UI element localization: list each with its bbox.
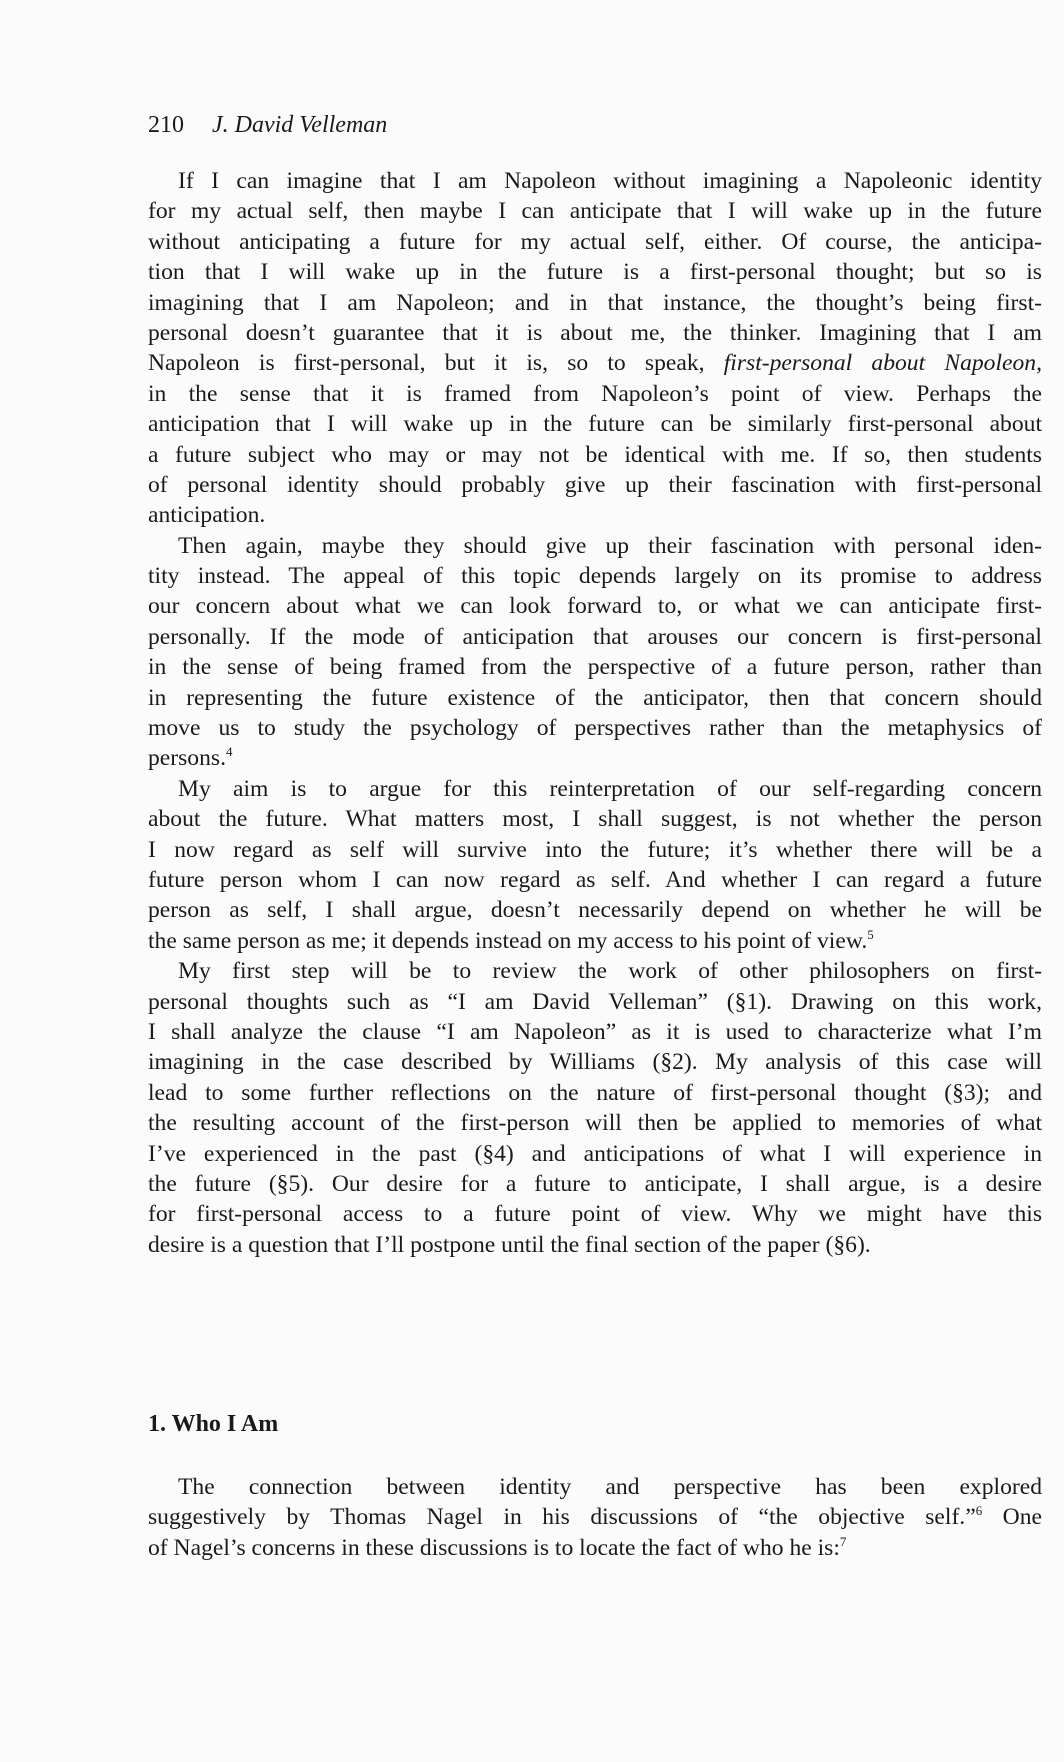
footnote-marker[interactable]: 5 bbox=[867, 926, 874, 942]
text-line: My first step will be to review the work of other philosophers on first- bbox=[178, 958, 1042, 985]
text-line: move us to study the psychology of perspectives rather than the metaphysics of bbox=[148, 715, 1042, 742]
paragraph-3 bbox=[148, 774, 1042, 956]
text-line bbox=[148, 1533, 1042, 1563]
text-line: in the sense of being framed from the perspective of a future person, rather than bbox=[148, 654, 1042, 681]
text-line bbox=[148, 348, 1042, 378]
text-line: I shall analyze the clause “I am Napoleon” as it is used to characterize what I’m bbox=[148, 1018, 1042, 1045]
text-line: our concern about what we can look forward to, or what we can anticipate first- bbox=[148, 593, 1042, 620]
text-line: The connection between identity and perspective has been explored bbox=[178, 1474, 1042, 1500]
text-line: for my actual self, then maybe I can anticipate that I will wake up in the future bbox=[148, 198, 1042, 225]
page-header bbox=[148, 110, 387, 140]
text-line: personally. If the mode of anticipation that arouses our concern is first-personal bbox=[148, 623, 1042, 650]
text-line: anticipation that I will wake up in the future can be similarly first-personal about bbox=[148, 411, 1042, 438]
paragraph-4 bbox=[148, 956, 1042, 1260]
text-line: in representing the future existence of the anticipator, then that concern should bbox=[148, 684, 1042, 711]
text-line: for first-personal access to a future point of view. Why we might have this bbox=[148, 1201, 1042, 1228]
text-run: of Nagel’s concerns in these discussions is to locate the fact of who he is: bbox=[148, 1534, 840, 1561]
text-line: Then again, maybe they should give up their fascination with personal iden- bbox=[178, 532, 1042, 559]
text-line: tity instead. The appeal of this topic depends largely on its promise to address bbox=[148, 563, 1042, 590]
text-run: the same person as me; it depends instead on my access to his point of view. bbox=[148, 927, 868, 954]
text-line: future person whom I can now regard as self. And whether I can regard a future bbox=[148, 866, 1042, 893]
text-line: without anticipating a future for my actual self, either. Of course, the anticipa- bbox=[148, 228, 1042, 255]
footnote-marker[interactable]: 4 bbox=[225, 744, 233, 760]
text-run: Napoleon is first-personal, but it is, so to speak, bbox=[148, 350, 724, 377]
text-line: about the future. What matters most, I shall suggest, is not whether the person bbox=[148, 806, 1042, 833]
text-line: a future subject who may or may not be identical with me. If so, then students bbox=[148, 441, 1042, 468]
running-head-author: J. David Velleman bbox=[212, 112, 388, 138]
paragraph-1 bbox=[148, 166, 1042, 531]
text-line: anticipation. bbox=[148, 502, 266, 529]
text-line: I now regard as self will survive into the future; it’s whether there will be a bbox=[148, 836, 1042, 863]
section-body-text bbox=[148, 1472, 1042, 1563]
text-line: in the sense that it is framed from Napoleon’s point of view. Perhaps the bbox=[148, 380, 1042, 407]
text-line: of personal identity should probably give up their fascination with first-personal bbox=[148, 471, 1042, 498]
paragraph-5 bbox=[148, 1472, 1042, 1563]
italic-emphasis: first-personal about Napoleon, bbox=[723, 350, 1042, 377]
text-line: tion that I will wake up in the future is a first-personal thought; but so is bbox=[148, 259, 1042, 286]
body-text bbox=[148, 166, 1042, 1260]
text-run: One bbox=[982, 1504, 1042, 1531]
text-line: lead to some further reflections on the nature of first-personal thought (§3); and bbox=[148, 1079, 1042, 1106]
text-line: desire is a question that I’ll postpone until the final section of the paper (§6). bbox=[148, 1231, 871, 1258]
section-heading: 1. Who I Am bbox=[148, 1411, 279, 1437]
text-line: the future (§5). Our desire for a future to anticipate, I shall argue, is a desire bbox=[148, 1170, 1042, 1197]
page-number: 210 bbox=[148, 112, 184, 138]
paragraph-2 bbox=[148, 531, 1042, 774]
text-line: the resulting account of the first-person will then be applied to memories of what bbox=[148, 1110, 1042, 1137]
text-line bbox=[148, 1502, 1042, 1532]
text-run: persons. bbox=[148, 745, 226, 772]
text-line: I’ve experienced in the past (§4) and anticipations of what I will experience in bbox=[148, 1140, 1042, 1167]
text-run: suggestively by Thomas Nagel in his discussions of “the objective self.” bbox=[148, 1504, 976, 1531]
text-line: personal thoughts such as “I am David Velleman” (§1). Drawing on this work, bbox=[148, 988, 1042, 1015]
text-line: My aim is to argue for this reinterpretation of our self-regarding concern bbox=[178, 775, 1042, 802]
text-line: If I can imagine that I am Napoleon without imagining a Napoleonic identity bbox=[178, 168, 1042, 194]
text-line: personal doesn’t guarantee that it is about me, the thinker. Imagining that I am bbox=[148, 319, 1042, 346]
text-line bbox=[148, 743, 1042, 773]
text-line: imagining in the case described by Williams (§2). My analysis of this case will bbox=[148, 1049, 1042, 1076]
text-line bbox=[148, 926, 1042, 956]
text-line: person as self, I shall argue, doesn’t necessarily depend on whether he will be bbox=[148, 897, 1042, 924]
footnote-marker[interactable]: 7 bbox=[839, 1533, 847, 1549]
footnote-marker[interactable]: 6 bbox=[975, 1503, 983, 1519]
text-line: imagining that I am Napoleon; and in that instance, the thought’s being first- bbox=[148, 289, 1042, 316]
